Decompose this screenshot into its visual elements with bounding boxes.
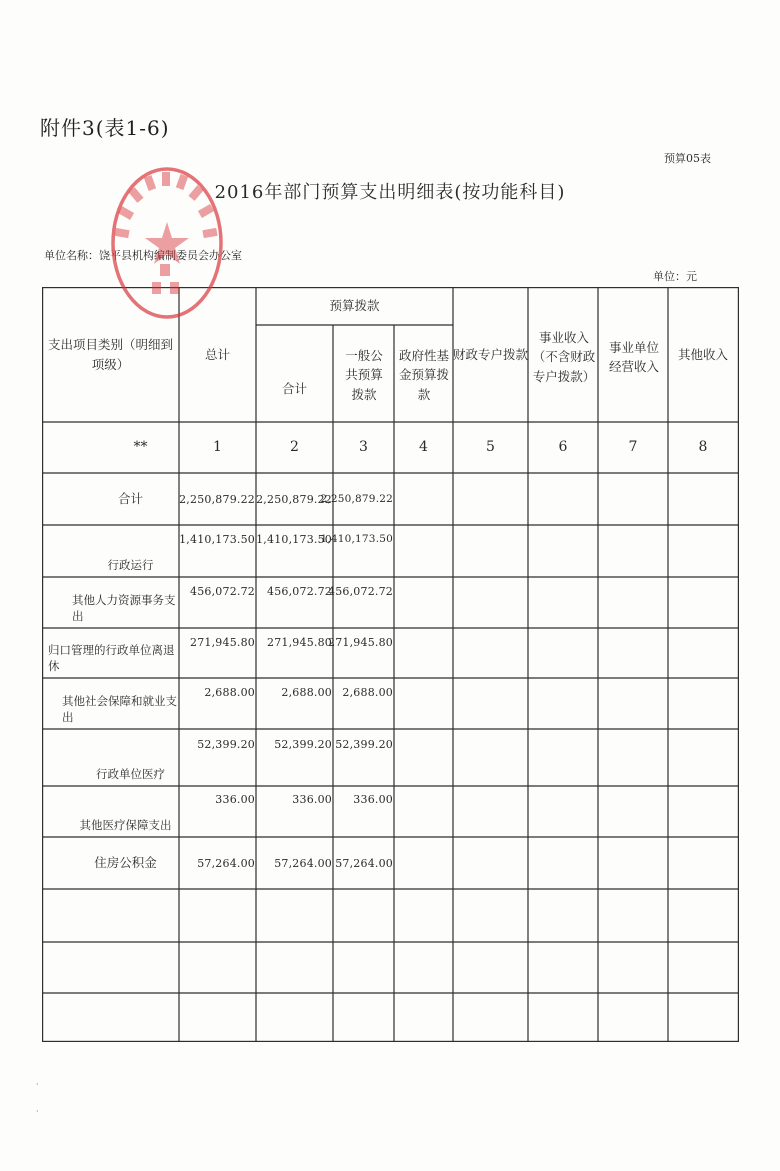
header-general: 一般公共预算拨款 [345, 347, 383, 402]
row-label: 归口管理的行政单位离退休 [48, 643, 175, 673]
row-subtotal: 57,264.00 [274, 856, 332, 870]
header-operating: 事业单位经营收入 [608, 339, 659, 374]
row-total: 1,410,173.50 [179, 532, 255, 546]
form-code: 预算05表 [664, 152, 711, 165]
row-label: 其他人力资源事务支出 [72, 593, 176, 623]
row-general: 2,688.00 [342, 685, 393, 699]
attachment-label: 附件3(表1-6) [40, 116, 170, 140]
header-other: 其他收入 [677, 346, 728, 362]
page-title: 2016年部门预算支出明细表(按功能科目) [214, 182, 566, 203]
row-general: 336.00 [353, 792, 393, 806]
budget-table [42, 287, 739, 1042]
row-total: 57,264.00 [197, 856, 255, 870]
row-subtotal: 2,250,879.22 [256, 492, 332, 506]
header-category: 支出项目类别（明细到项级） [47, 337, 173, 372]
unit-name: 单位名称：饶平县机构编制委员会办公室 [44, 249, 242, 262]
row-subtotal: 456,072.72 [267, 584, 332, 598]
index-cell: 8 [698, 438, 708, 455]
header-business: 事业收入（不含财政专户拨款） [532, 329, 596, 384]
header-group-budget: 预算拨款 [329, 298, 380, 314]
header-subtotal: 合计 [281, 380, 307, 396]
row-total: 271,945.80 [190, 635, 255, 649]
row-general: 2,250,879.22 [320, 493, 393, 505]
row-subtotal: 271,945.80 [267, 635, 332, 649]
scan-marks: · · [36, 1080, 39, 1116]
header-fund: 政府性基金预算拨款 [398, 347, 449, 402]
header-total: 总计 [204, 346, 230, 362]
index-cell: 2 [290, 438, 299, 455]
header-special: 财政专户拨款 [453, 346, 529, 362]
row-total: 52,399.20 [197, 737, 255, 751]
row-general: 456,072.72 [328, 584, 393, 598]
index-cell: 1 [213, 438, 222, 455]
row-subtotal: 52,399.20 [274, 737, 332, 751]
index-cell: 5 [486, 438, 495, 455]
row-label: 行政单位医疗 [96, 767, 165, 781]
index-cell: 3 [359, 438, 368, 455]
row-label: 住房公积金 [94, 855, 157, 871]
row-subtotal: 2,688.00 [281, 685, 332, 699]
currency-unit: 单位：元 [653, 270, 697, 283]
row-subtotal: 1,410,173.50 [256, 532, 332, 546]
index-cell: ** [133, 438, 148, 455]
row-total: 2,688.00 [204, 685, 255, 699]
row-general: 52,399.20 [335, 737, 393, 751]
row-total: 456,072.72 [190, 584, 255, 598]
row-label: 其他医疗保障支出 [79, 818, 172, 832]
index-cell: 6 [558, 438, 568, 455]
row-total: 2,250,879.22 [179, 492, 255, 506]
row-subtotal: 336.00 [292, 792, 332, 806]
row-general: 57,264.00 [335, 856, 393, 870]
row-general: 1,410,173.50 [320, 533, 393, 545]
row-total: 336.00 [215, 792, 255, 806]
row-label: 其他社会保障和就业支出 [62, 694, 177, 724]
row-label: 合计 [117, 491, 143, 507]
row-label: 行政运行 [107, 558, 154, 572]
index-cell: 7 [628, 438, 638, 455]
row-general: 271,945.80 [328, 635, 393, 649]
index-cell: 4 [419, 438, 428, 455]
